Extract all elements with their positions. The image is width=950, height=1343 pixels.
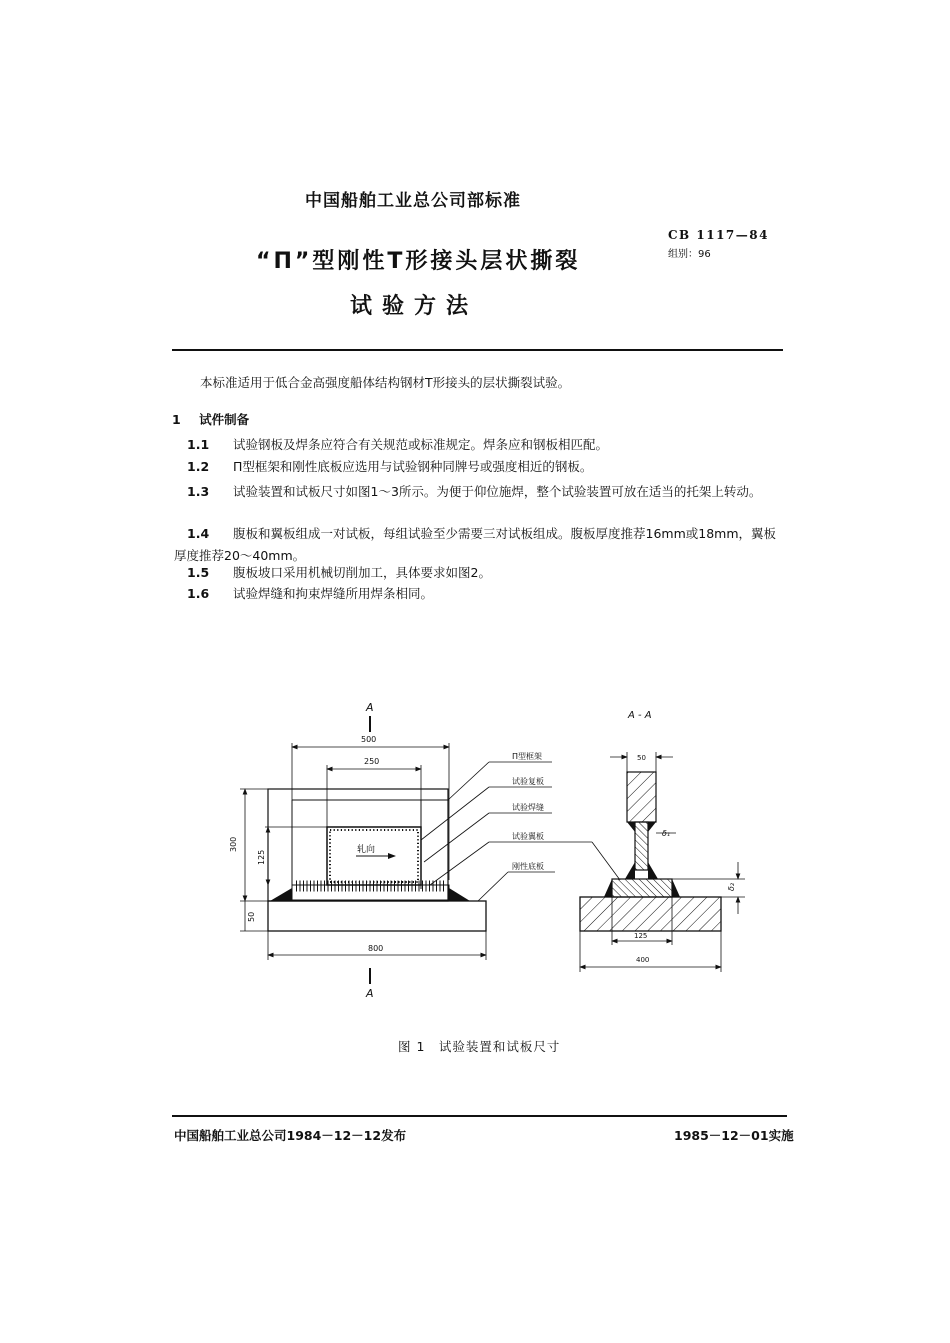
standard-code: CB 1117—84: [668, 228, 769, 242]
standard-group: 组别：96: [668, 249, 711, 260]
part-labels: [421, 751, 620, 901]
dim-500: 500: [361, 735, 377, 744]
issuing-organization: 中国船舶工业总公司部标准: [305, 191, 521, 211]
side-dim-125: 125: [634, 932, 648, 940]
rigid-base-plate: [268, 901, 486, 931]
section-1-title: 试件制备: [199, 412, 250, 427]
effective-date: 1985－12－01实施: [674, 1128, 794, 1143]
leader-frame: [448, 762, 489, 800]
clause-number: 1.6: [187, 586, 210, 601]
flange-weld-right: [672, 879, 680, 897]
section-view-label: A - A: [628, 710, 652, 721]
side-delta2: δ₂: [727, 882, 736, 891]
label-rigid-base: 刚性底板: [512, 862, 544, 871]
section-mark-top: A: [366, 701, 374, 714]
weld-fillet-right: [449, 888, 470, 901]
side-dim-50: 50: [637, 754, 646, 762]
footer-rule: [172, 1115, 787, 1117]
dim-800: 800: [368, 944, 384, 953]
clause-text: 试验钢板及焊条应符合有关规范或标准规定。焊条应和钢板相匹配。: [233, 437, 609, 452]
web-section: [635, 822, 648, 870]
clause-number: 1.3: [187, 484, 210, 499]
clause-number: 1.2: [187, 459, 210, 474]
leader-web: [421, 787, 489, 840]
clause-number: 1.4: [187, 526, 210, 541]
test-weld-left: [625, 862, 635, 879]
rolling-direction-label: 轧向: [357, 845, 376, 855]
weld-fillet-left: [270, 888, 292, 901]
flange-weld-left: [604, 879, 612, 897]
side-dim-400: 400: [636, 956, 650, 964]
section-view: [580, 710, 745, 972]
label-test-weld: 试验焊缝: [512, 803, 544, 812]
restraint-weld-left: [627, 822, 635, 832]
document-title-line2: 试验方法: [350, 294, 479, 319]
label-test-web: 试验复板: [512, 777, 544, 786]
publish-info: 中国船舶工业总公司1984－12－12发布: [174, 1128, 407, 1143]
intro-paragraph: 本标准适用于低合金高强度船体结构钢材T形接头的层状撕裂试验。: [200, 375, 571, 390]
label-test-flange: 试验翼板: [512, 832, 544, 841]
leader-weld: [424, 813, 489, 862]
clause-number: 1.5: [187, 565, 210, 580]
frame-section: [627, 772, 656, 822]
clause-text: 试验装置和试板尺寸如图1～3所示。为便于仰位施焊，整个试验装置可放在适当的托架上转动。: [233, 484, 762, 499]
section-mark-bottom: A: [366, 987, 374, 1000]
test-weld-right: [648, 862, 658, 879]
leader-base: [478, 872, 508, 901]
restraint-weld-right: [648, 822, 656, 832]
section-1-number: 1: [172, 412, 181, 427]
dim-250: 250: [364, 757, 380, 766]
front-view: [229, 701, 486, 1000]
clause-number: 1.1: [187, 437, 210, 452]
flange-section: [612, 879, 672, 897]
label-pi-frame: П型框架: [512, 752, 543, 761]
clause-text: П型框架和刚性底板应选用与试验钢种同牌号或强度相近的钢板。: [233, 459, 593, 474]
side-delta1: δ₁: [662, 829, 671, 838]
clause-text: 腹板坡口采用机械切削加工，具体要求如图2。: [233, 565, 491, 580]
dim-300: 300: [229, 836, 238, 852]
leader-flange: [592, 842, 620, 880]
base-section: [580, 897, 721, 931]
dim-125: 125: [257, 849, 266, 865]
document-title-line1: “П”型刚性T形接头层状撕裂: [256, 249, 581, 274]
figure-caption: 图 1 试验装置和试板尺寸: [398, 1039, 561, 1054]
leader-flange: [430, 842, 489, 885]
clause-text: 腹板和翼板组成一对试板，每组试验至少需要三对试板组成。腹板厚度推荐16mm或18mm，翼板厚度推荐20～40mm。: [174, 526, 777, 563]
clause-text: 试验焊缝和拘束焊缝所用焊条相同。: [233, 586, 434, 601]
dim-50: 50: [247, 911, 256, 922]
